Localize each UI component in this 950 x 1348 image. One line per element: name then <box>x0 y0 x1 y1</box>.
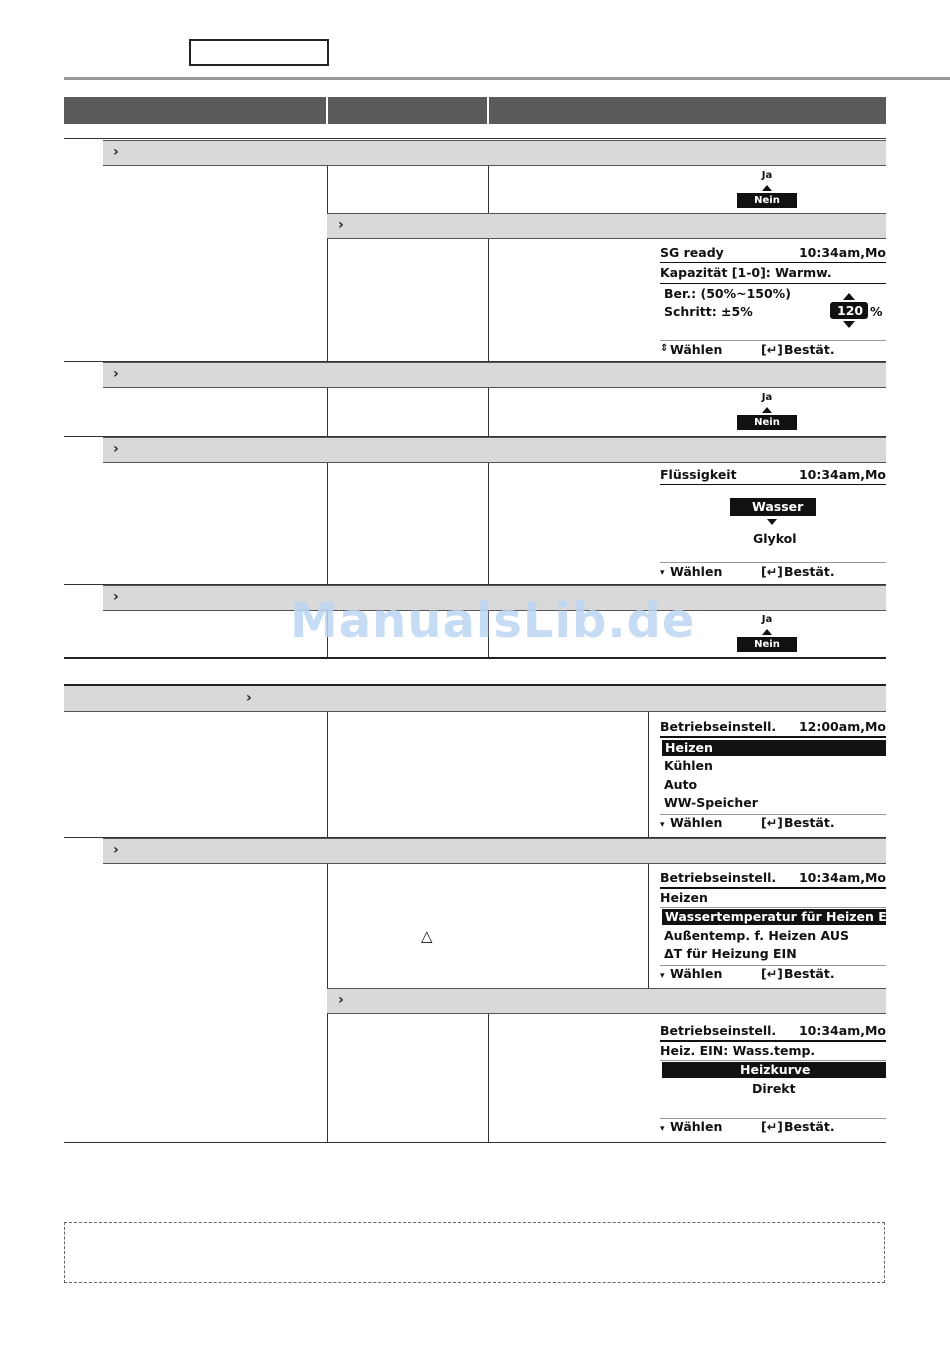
lcd-panel-fluid <box>660 466 886 584</box>
lcd-foot-right: Bestät. <box>784 1119 835 1134</box>
option-yes: Ja <box>761 392 773 403</box>
lcd-subtitle: Heizen <box>660 890 708 905</box>
lcd-title: Flüssigkeit <box>660 467 737 482</box>
lcd-panel-heating <box>660 869 902 987</box>
header-box <box>189 39 329 66</box>
up-arrow-icon <box>762 185 772 191</box>
option-yes: Ja <box>761 170 773 181</box>
chevron-right-icon: › <box>113 842 119 858</box>
column-divider <box>327 388 328 436</box>
table-header <box>64 97 886 124</box>
lcd-foot-right: Bestät. <box>784 966 835 981</box>
up-arrow-icon <box>843 293 855 300</box>
column-divider <box>327 166 328 361</box>
down-icon: ▾ <box>660 820 665 830</box>
column-divider <box>648 712 649 837</box>
lcd-subtitle: Kapazität [1-0]: Warmw. <box>660 265 832 280</box>
lcd-foot-right: Bestät. <box>784 342 835 357</box>
column-divider <box>488 388 489 436</box>
lcd-item: Außentemp. f. Heizen AUS <box>664 928 849 943</box>
option-no: Nein <box>737 415 797 430</box>
column-divider <box>488 166 489 213</box>
lcd-item: Auto <box>664 777 698 792</box>
enter-icon: [↵] <box>761 1119 783 1134</box>
yes-no-selector <box>737 170 797 210</box>
lcd-unit: % <box>870 304 883 319</box>
lcd-item: Direkt <box>752 1081 796 1096</box>
lcd-value: 120 <box>837 303 864 318</box>
down-arrow-icon <box>843 321 855 328</box>
lcd-foot-left: Wählen <box>670 815 723 830</box>
top-rule <box>64 77 950 80</box>
lcd-rule <box>660 262 886 263</box>
lcd-foot-left: Wählen <box>670 966 723 981</box>
triangle-icon: △ <box>421 927 433 945</box>
option-yes: Ja <box>761 614 773 625</box>
section-bar <box>103 437 886 463</box>
enter-icon: [↵] <box>761 815 783 830</box>
header-divider <box>487 97 489 124</box>
lcd-time: 12:00am,Mo <box>798 719 886 734</box>
lcd-item-selected: Heizkurve <box>662 1062 886 1078</box>
lcd-item-selected: Heizen <box>662 740 886 756</box>
updown-icon: ⇕ <box>660 343 669 354</box>
lcd-time: 10:34am,Mo <box>798 245 886 260</box>
lcd-option-other: Glykol <box>753 531 797 546</box>
down-icon: ▾ <box>660 568 665 578</box>
lcd-foot-right: Bestät. <box>784 564 835 579</box>
up-arrow-icon <box>762 629 772 635</box>
chevron-right-icon: › <box>338 992 344 1008</box>
section-bar-wide <box>64 684 886 712</box>
chevron-right-icon: › <box>246 690 252 706</box>
lcd-rule <box>660 484 886 485</box>
lcd-foot-left: Wählen <box>670 342 723 357</box>
lcd-item: WW-Speicher <box>664 795 758 810</box>
lcd-time: 10:34am,Mo <box>798 467 886 482</box>
table-bottom-rule <box>64 657 886 659</box>
lcd-rule <box>660 340 886 341</box>
watermark: ManualsLib.de <box>290 593 696 649</box>
column-divider <box>488 463 489 584</box>
yes-no-selector <box>737 614 797 654</box>
lcd-rule <box>660 1040 886 1042</box>
chevron-right-icon: › <box>113 589 119 605</box>
enter-icon: [↵] <box>761 564 783 579</box>
lcd-rule <box>660 907 886 908</box>
lcd-panel-operation <box>660 718 886 836</box>
chevron-right-icon: › <box>338 217 344 233</box>
section-bar <box>327 213 886 239</box>
lcd-time: 10:34am,Mo <box>798 1023 886 1038</box>
lcd-panel-water-temp <box>660 1022 886 1140</box>
section-bar <box>103 362 886 388</box>
lcd-item: ΔT für Heizung EIN <box>664 946 797 961</box>
section-bar <box>103 140 886 166</box>
lcd-title: Betriebseinstell. <box>660 719 777 734</box>
lcd-option-selected: Wasser <box>752 499 804 514</box>
lcd-subtitle: Heiz. EIN: Wass.temp. <box>660 1043 816 1058</box>
lcd-rule <box>660 1060 886 1061</box>
yes-no-selector <box>737 392 797 432</box>
column-divider <box>648 864 649 989</box>
down-icon: ▾ <box>660 1124 665 1134</box>
enter-icon: [↵] <box>761 342 783 357</box>
up-arrow-icon <box>762 407 772 413</box>
lcd-rule <box>660 283 886 284</box>
option-no: Nein <box>737 637 797 652</box>
enter-icon: [↵] <box>761 966 783 981</box>
lcd-rule <box>660 887 886 889</box>
lcd-rule <box>660 562 886 563</box>
lcd-item: Kühlen <box>664 758 713 773</box>
lcd-item-selected: Wassertemperatur für Heizen EIN <box>662 909 886 925</box>
lcd-range: Ber.: (50%~150%) <box>664 286 791 301</box>
lcd-panel-sg-ready <box>660 244 886 360</box>
option-no: Nein <box>737 193 797 208</box>
lcd-step: Schritt: ±5% <box>664 304 753 319</box>
chevron-right-icon: › <box>113 441 119 457</box>
down-arrow-icon <box>767 519 777 525</box>
column-divider <box>327 463 328 584</box>
lcd-title: Betriebseinstell. <box>660 870 777 885</box>
section-bar <box>103 838 886 864</box>
column-divider <box>488 239 489 361</box>
lcd-foot-left: Wählen <box>670 1119 723 1134</box>
column-divider <box>327 712 328 837</box>
section-bar <box>327 988 886 1014</box>
down-icon: ▾ <box>660 971 665 981</box>
column-divider <box>488 1014 489 1142</box>
lcd-title: SG ready <box>660 245 724 260</box>
row-divider <box>64 138 886 139</box>
lcd-time: 10:34am,Mo <box>798 870 886 885</box>
lcd-title: Betriebseinstell. <box>660 1023 777 1038</box>
lcd-foot-right: Bestät. <box>784 815 835 830</box>
header-divider <box>326 97 328 124</box>
lcd-rule <box>660 736 886 738</box>
note-box <box>64 1222 885 1283</box>
chevron-right-icon: › <box>113 366 119 382</box>
chevron-right-icon: › <box>113 144 119 160</box>
lcd-foot-left: Wählen <box>670 564 723 579</box>
table-bottom-rule <box>64 1142 886 1143</box>
